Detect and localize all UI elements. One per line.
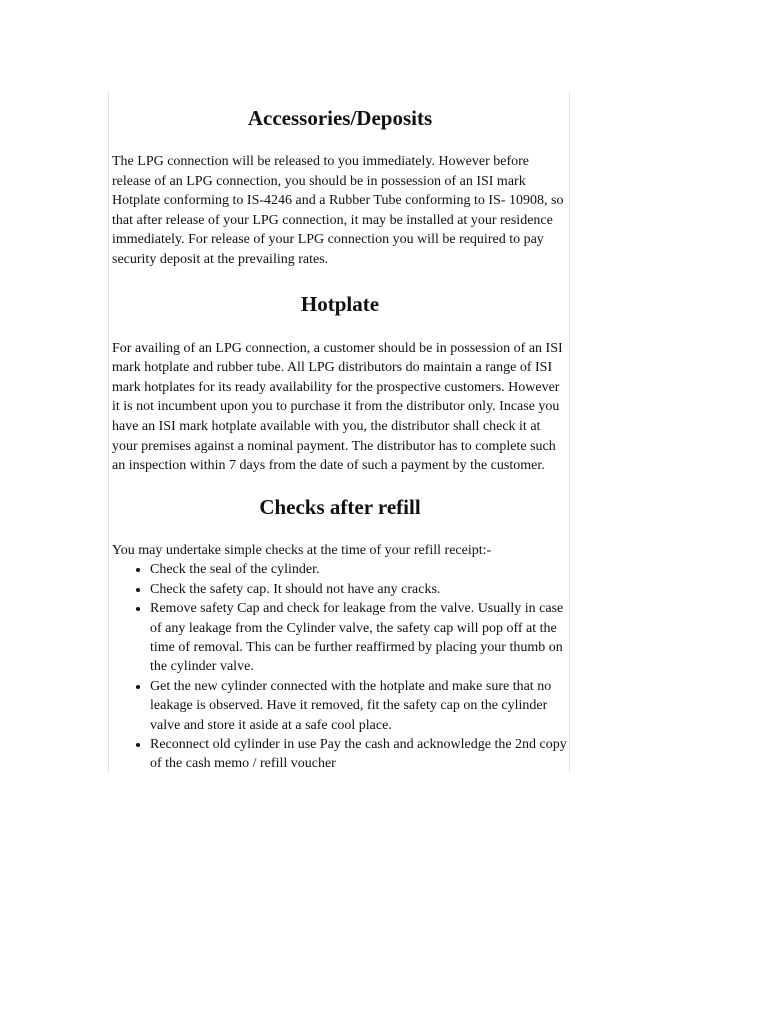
checks-after-refill-section <box>112 493 568 774</box>
checks-list-item: • Check the safety cap. It should not have any cracks. <box>150 580 568 599</box>
hotplate-heading: Hotplate <box>300 291 380 316</box>
accessories-deposits-section <box>112 104 568 270</box>
checks-list-item: • Get the new cylinder connected with the hotplate and make sure that no leakage is observed. Have it removed, fit the safety cap on the cylinder valve and store it aside at a safe cool place. <box>150 677 568 735</box>
checks-intro-paragraph: You may undertake simple checks at the time of your refill receipt:- <box>112 542 492 558</box>
hotplate-section <box>112 290 568 476</box>
document-content <box>112 104 568 774</box>
checks-list-item: • Check the seal of the cylinder. <box>150 560 568 579</box>
checks-list-item: • Reconnect old cylinder in use Pay the cash and acknowledge the 2nd copy of the cash memo / refill voucher <box>150 735 568 774</box>
accessories-deposits-heading: Accessories/Deposits <box>247 106 433 130</box>
checks-list <box>112 560 568 773</box>
checks-after-refill-heading: Checks after refill <box>259 494 421 519</box>
hotplate-paragraph: For availing of an LPG connection, a customer should be in possession of an ISI mark hotplate and rubber tube. All LPG distributors do maintain a range of ISI mark hotplates for its ready availability for the prospective customers. However it is not incumbent upon you to purchase it from the distributor only. Incase you have an ISI mark hotplate available with you, the distributor shall check it at your premises against a nominal payment. The distributor has to complete such an inspection within 7 days from the date of such a payment by the customer. <box>112 340 563 474</box>
accessories-deposits-paragraph: The LPG connection will be released to you immediately. However before release of an LPG connection, you should be in possession of an ISI mark Hotplate conforming to IS-4246 and a Rubber Tube conforming to IS- 10908, so that after release of your LPG connection, it may be installed at your residence immediately. For release of your LPG connection you will be required to pay security deposit at the prevailing rates. <box>112 154 564 267</box>
checks-list-item: • Remove safety Cap and check for leakage from the valve. Usually in case of any leakage from the Cylinder valve, the safety cap will pop off at the time of removal. This can be further reaffirmed by placing your thumb on the cylinder valve. <box>150 599 568 677</box>
